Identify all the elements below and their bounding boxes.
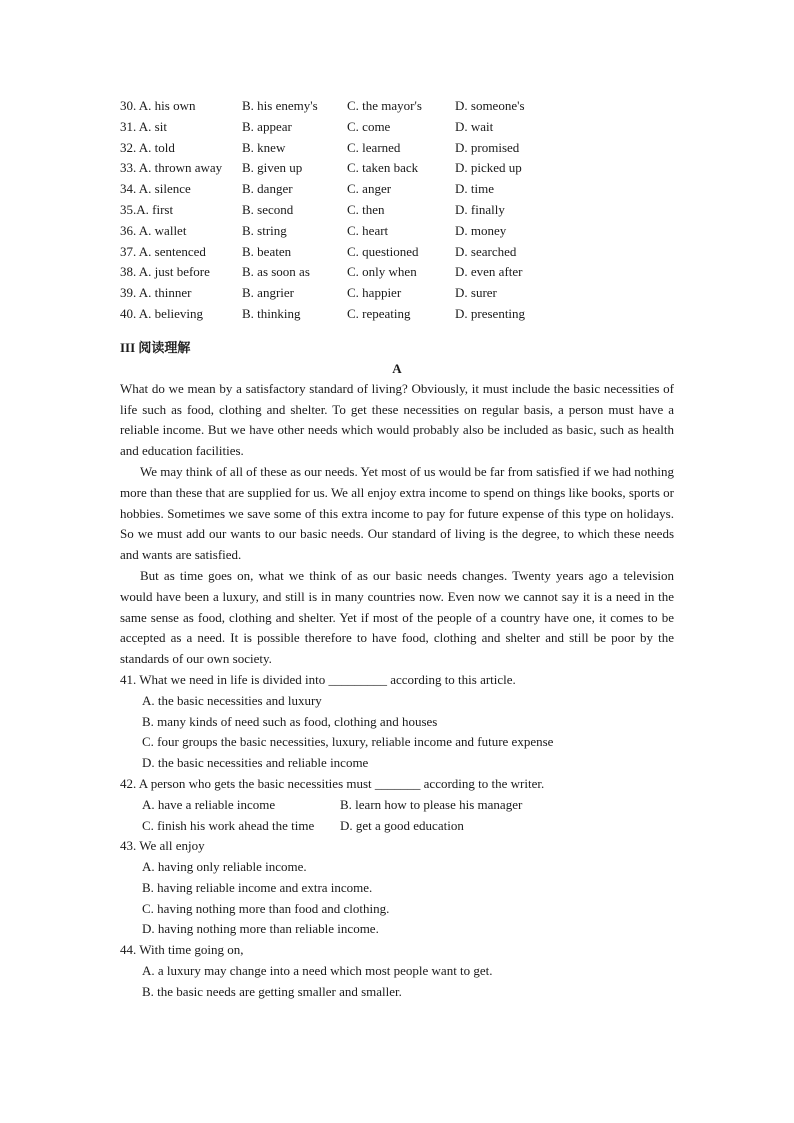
answer-option: B. many kinds of need such as food, clothing and houses: [142, 713, 438, 729]
cloze-row: [120, 221, 674, 242]
cloze-row: [120, 262, 674, 283]
answer-option-row: [120, 816, 674, 837]
worksheet-page: [120, 96, 674, 1003]
question-42: [120, 774, 674, 836]
option-a: 38. A. just before: [120, 264, 210, 280]
option-a: 34. A. silence: [120, 181, 191, 197]
option-a: 36. A. wallet: [120, 222, 187, 238]
option-a: 33. A. thrown away: [120, 160, 223, 176]
cloze-row: [120, 158, 674, 179]
question-stem: 43. We all enjoy: [120, 838, 205, 854]
option-d: D. even after: [455, 264, 523, 280]
answer-option: B. learn how to please his manager: [340, 796, 523, 812]
option-d: D. money: [455, 222, 507, 238]
answer-option: D. having nothing more than reliable income.: [142, 921, 379, 937]
answer-option: C. finish his work ahead the time: [142, 817, 315, 833]
option-c: C. happier: [347, 285, 402, 301]
option-b: B. thinking: [242, 305, 301, 321]
cloze-row: [120, 242, 674, 263]
passage-paragraph: What do we mean by a satisfactory standard of living? Obviously, it must include the basic necessities of life such as food, clothing and shelter. To get these necessities on regular basis, a person must have a reliable income. But we have other needs which would probably also be included as basic, such as health and education facilities.: [120, 380, 674, 459]
passage-title: A: [392, 360, 402, 376]
cloze-row: [120, 304, 674, 325]
question-44: [120, 940, 674, 1002]
answer-option: C. having nothing more than food and clothing.: [142, 900, 390, 916]
answer-option: A. a luxury may change into a need which most people want to get.: [142, 963, 493, 979]
cloze-row: [120, 117, 674, 138]
cloze-row: [120, 138, 674, 159]
option-b: B. string: [242, 222, 287, 238]
option-d: D. searched: [455, 243, 517, 259]
option-c: C. come: [347, 118, 391, 134]
answer-option: B. the basic needs are getting smaller and smaller.: [142, 983, 402, 999]
option-b: B. beaten: [242, 243, 292, 259]
option-c: C. learned: [347, 139, 401, 155]
option-d: D. finally: [455, 201, 505, 217]
option-c: C. anger: [347, 181, 392, 197]
option-b: B. knew: [242, 139, 286, 155]
option-a: 35.A. first: [120, 201, 174, 217]
answer-option: C. four groups the basic necessities, luxury, reliable income and future expense: [142, 734, 554, 750]
option-a: 39. A. thinner: [120, 285, 192, 301]
answer-option-row: [120, 795, 674, 816]
answer-option: A. have a reliable income: [142, 796, 276, 812]
option-c: C. heart: [347, 222, 389, 238]
option-b: B. given up: [242, 160, 303, 176]
answer-option: A. having only reliable income.: [142, 859, 307, 875]
option-c: C. the mayor's: [347, 98, 422, 113]
cloze-row: [120, 179, 674, 200]
question-stem: 42. A person who gets the basic necessities must _______ according to the writer.: [120, 775, 545, 791]
option-c: C. repeating: [347, 305, 411, 321]
option-d: D. presenting: [455, 305, 526, 321]
option-b: B. danger: [242, 181, 293, 197]
cloze-row: [120, 96, 674, 117]
option-d: D. wait: [455, 118, 494, 134]
answer-option: B. having reliable income and extra income.: [142, 879, 373, 895]
option-b: B. his enemy's: [242, 98, 318, 113]
option-b: B. angrier: [242, 285, 294, 301]
option-c: C. only when: [347, 264, 417, 280]
option-a: 40. A. believing: [120, 305, 204, 321]
answer-option: D. the basic necessities and reliable income: [142, 755, 369, 771]
option-c: C. taken back: [347, 160, 419, 176]
option-d: D. someone's: [455, 98, 525, 113]
option-d: D. promised: [455, 139, 520, 155]
answer-option: A. the basic necessities and luxury: [142, 692, 322, 708]
passage-paragraph: But as time goes on, what we think of as our basic needs changes. Twenty years ago a television would have been a luxury, and still is in many countries now. Even now we cannot say it is a need in the same sense as food, clothing and shelter. Yet if most of the people of a country have one, it comes to be accepted as a need. It is possible therefore to have food, clothing and shelter and still be poor by the standards of our own society.: [120, 567, 674, 667]
question-43: [120, 836, 674, 940]
question-41: [120, 670, 674, 774]
option-b: B. appear: [242, 118, 292, 134]
option-c: C. then: [347, 201, 385, 217]
question-stem: 44. With time going on,: [120, 942, 244, 958]
option-d: D. time: [455, 181, 494, 197]
cloze-row: [120, 200, 674, 221]
answer-option: D. get a good education: [340, 817, 464, 833]
option-a: 31. A. sit: [120, 118, 167, 134]
passage-paragraph: We may think of all of these as our needs. Yet most of us would be far from satisfied if we had nothing more than these that are supplied for us. We all enjoy extra income to spend on things like books, sports or hobbies. Sometimes we save some of this extra income to pay for future expense of this type on holidays. So we must add our wants to our basic needs. Our standard of living is the degree, to which these needs and wants are satisfied.: [120, 463, 675, 563]
option-d: D. surer: [455, 285, 497, 301]
option-a: 30. A. his own: [120, 98, 196, 113]
cloze-row: [120, 283, 674, 304]
section-heading: III 阅读理解: [120, 339, 191, 355]
option-a: 37. A. sentenced: [120, 243, 206, 259]
option-d: D. picked up: [455, 160, 522, 176]
cloze-options: [120, 96, 674, 325]
option-a: 32. A. told: [120, 139, 175, 155]
option-b: B. second: [242, 201, 294, 217]
question-stem: 41. What we need in life is divided into _________ according to this article.: [120, 671, 516, 687]
option-c: C. questioned: [347, 243, 419, 259]
option-b: B. as soon as: [242, 264, 310, 280]
